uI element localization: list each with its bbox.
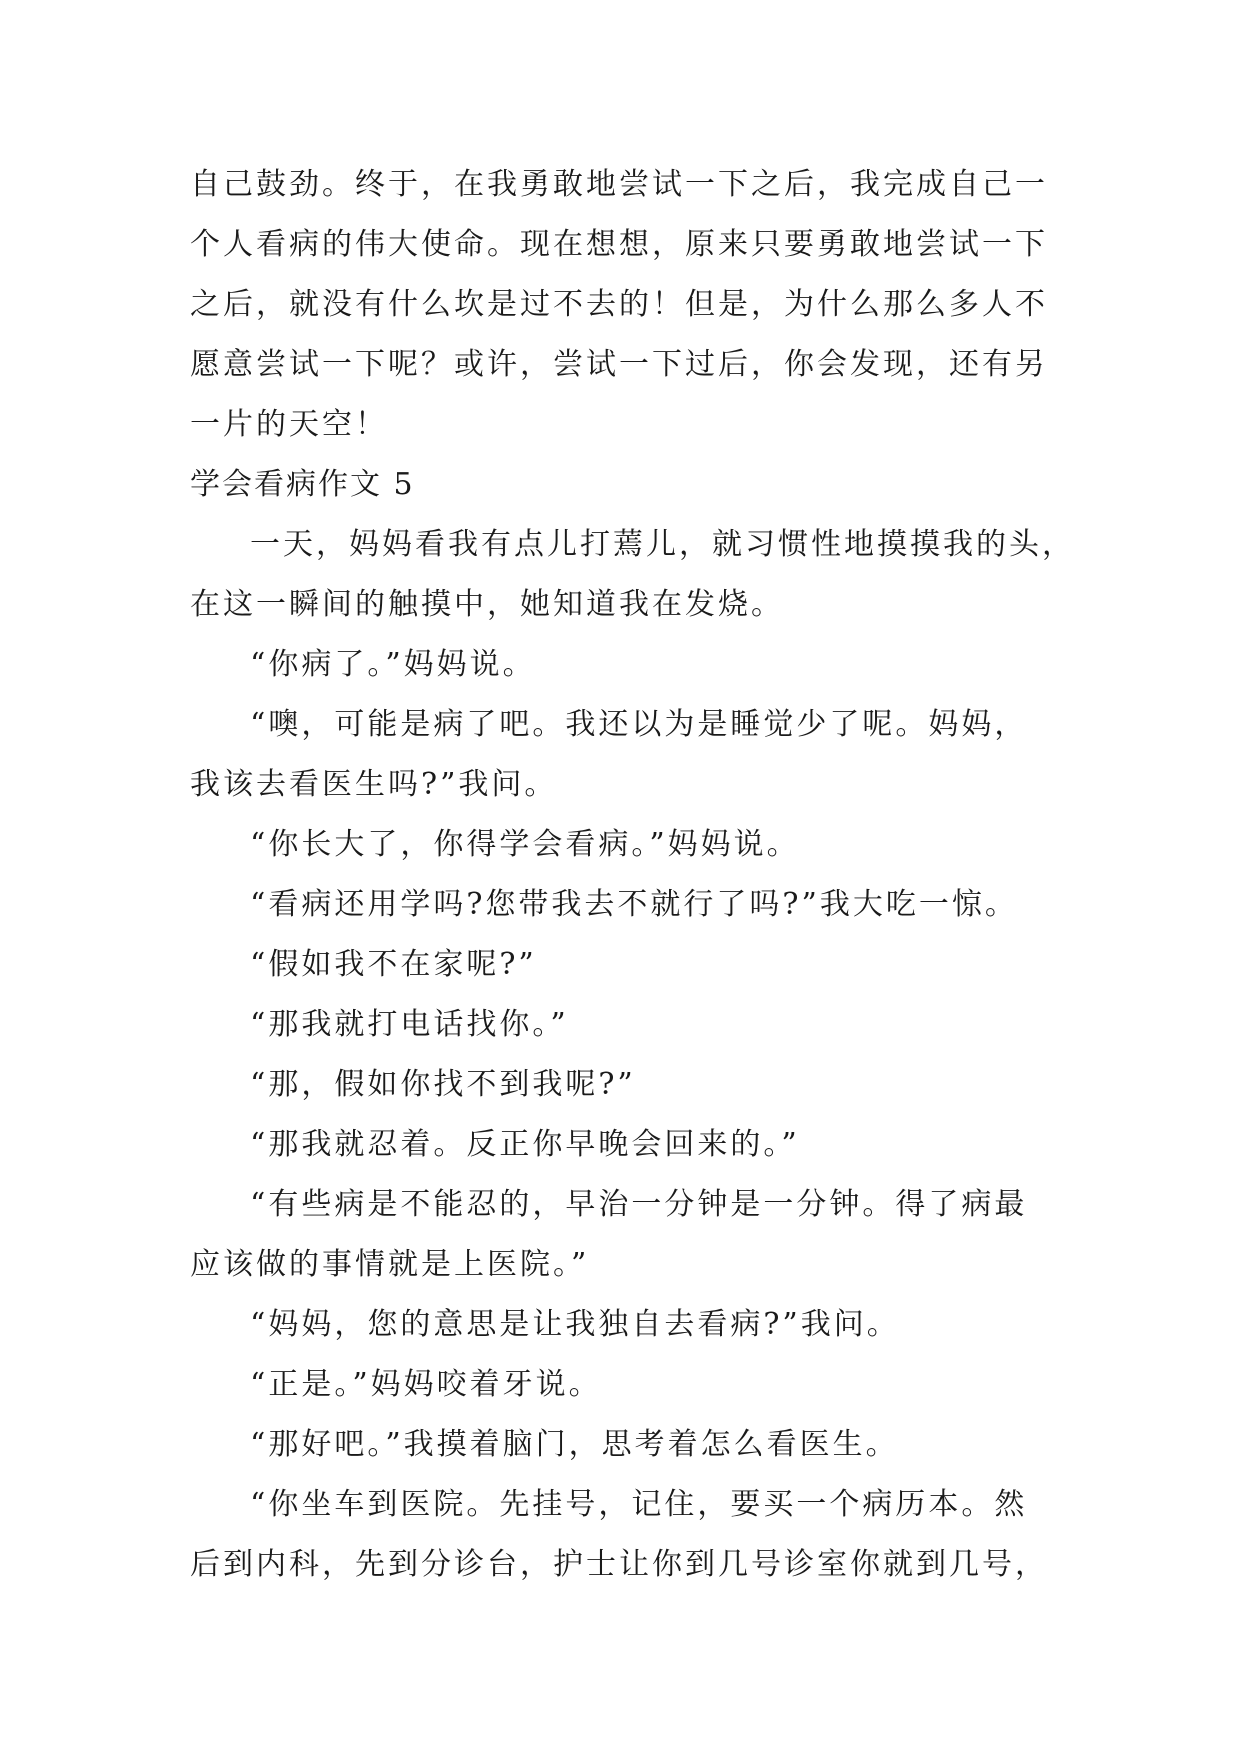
paragraph-line: “正是。”妈妈咬着牙说。 xyxy=(250,1367,602,1402)
paragraph-line: “那我就忍着。反正你早晚会回来的。” xyxy=(250,1127,800,1162)
text-line: 之后，就没有什么坎是过不去的！但是，为什么那么多人不 xyxy=(190,287,1048,322)
text-line: 一片的天空！ xyxy=(190,407,388,442)
text-line: 愿意尝试一下呢？或许，尝试一下过后，你会发现，还有另 xyxy=(190,347,1048,382)
paragraph-line: 应该做的事情就是上医院。” xyxy=(190,1247,590,1282)
paragraph-line: 一天，妈妈看我有点儿打蔫儿，就习惯性地摸摸我的头， xyxy=(250,527,1075,562)
paragraph-line: “妈妈，您的意思是让我独自去看病?”我问。 xyxy=(250,1307,900,1342)
paragraph-line: 后到内科，先到分诊台，护士让你到几号诊室你就到几号， xyxy=(190,1547,1048,1582)
paragraph-line: “假如我不在家呢?” xyxy=(250,947,537,982)
paragraph-line: “噢，可能是病了吧。我还以为是睡觉少了呢。妈妈， xyxy=(250,707,1028,742)
paragraph-line: “那我就打电话找你。” xyxy=(250,1007,569,1042)
paragraph-line: “那好吧。”我摸着脑门，思考着怎么看医生。 xyxy=(250,1427,899,1462)
paragraph-line: “你病了。”妈妈说。 xyxy=(250,647,536,682)
paragraph-line: “那，假如你找不到我呢?” xyxy=(250,1067,636,1102)
text-line: 自己鼓劲。终于，在我勇敢地尝试一下之后，我完成自己一 xyxy=(190,167,1048,202)
paragraph-line: “有些病是不能忍的，早治一分钟是一分钟。得了病最 xyxy=(250,1187,1028,1222)
document-body xyxy=(190,155,1075,1595)
paragraph-line: “你坐车到医院。先挂号，记住，要买一个病历本。然 xyxy=(250,1487,1028,1522)
paragraph-line: 在这一瞬间的触摸中，她知道我在发烧。 xyxy=(190,587,784,622)
paragraph-line: “看病还用学吗?您带我去不就行了吗?”我大吃一惊。 xyxy=(250,887,1018,922)
paragraph-line: 我该去看医生吗?”我问。 xyxy=(190,767,558,802)
section-heading: 学会看病作文 5 xyxy=(190,467,415,502)
text-line: 个人看病的伟大使命。现在想想，原来只要勇敢地尝试一下 xyxy=(190,227,1048,262)
paragraph-line: “你长大了，你得学会看病。”妈妈说。 xyxy=(250,827,800,862)
